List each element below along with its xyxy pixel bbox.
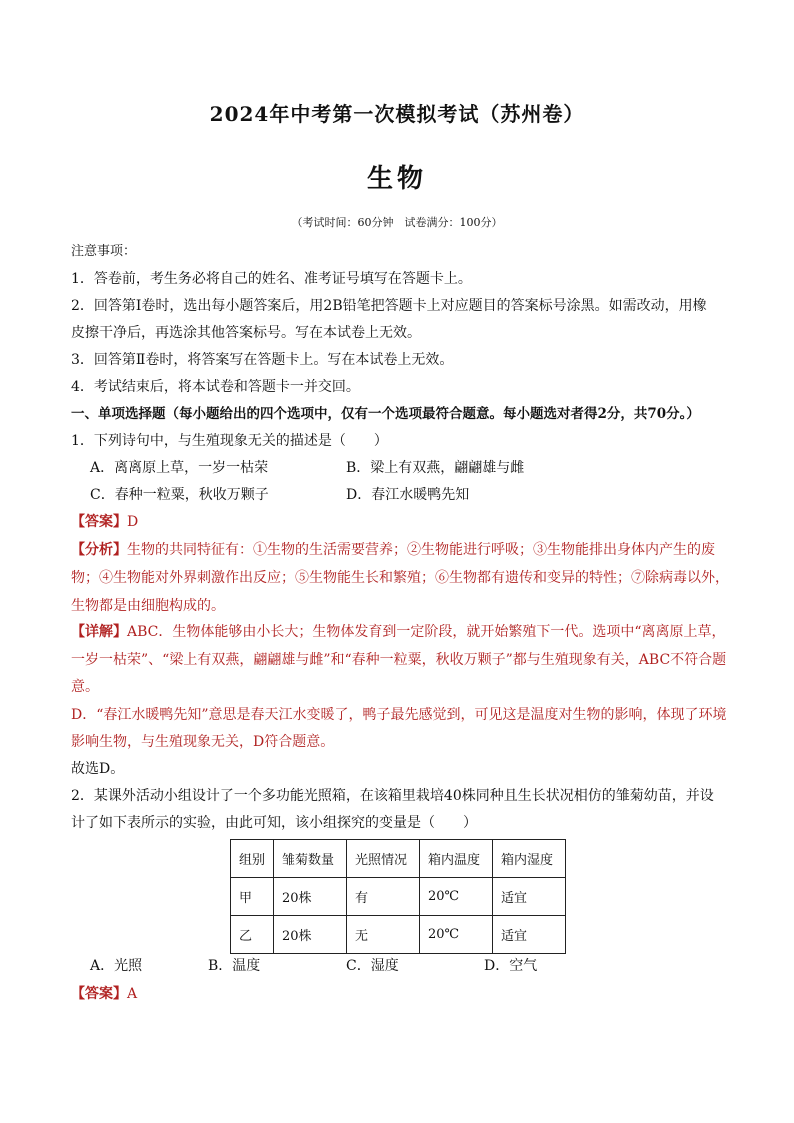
q1-answer-value: D	[127, 514, 139, 530]
q1-detail-line-2: 一岁一枯荣”、“梁上有双燕，翩翩雄与雌”和“春种一粒粟，秋收万颗子”都与生殖现象有关，ABC不符合题	[71, 652, 727, 668]
subject-title: 生物	[366, 164, 427, 194]
q1-detail-tag: 【详解】	[71, 624, 127, 640]
table-cell: 有	[347, 878, 420, 916]
note-item-3: 3．回答第Ⅱ卷时，将答案写在答题卡上。写在本试卷上无效。	[71, 352, 454, 368]
note-item-2-cont: 皮擦干净后，再选涂其他答案标号。写在本试卷上无效。	[71, 325, 421, 341]
q1-answer	[71, 512, 734, 532]
q2-option-d: D．空气	[484, 958, 538, 974]
q1-detail-line-3: 意。	[71, 679, 99, 695]
table-header-cell: 光照情况	[347, 840, 420, 878]
q1-detail-line-1	[71, 622, 734, 642]
q2-answer-value: A	[127, 986, 138, 1002]
note-item-1: 1．答卷前，考生务必将自己的姓名、准考证号填写在答题卡上。	[71, 271, 472, 287]
q1-analysis-line-3: 生物都是由细胞构成的。	[71, 598, 225, 614]
q1-stem: 1．下列诗句中，与生殖现象无关的描述是（ ）	[71, 433, 388, 449]
table-header-row	[231, 840, 566, 878]
q2-stem-line-2: 计了如下表所示的实验，由此可知，该小组探究的变量是（ ）	[71, 815, 477, 831]
exam-info: （考试时间：60分钟 试卷满分：100分）	[291, 216, 503, 229]
table-header-cell: 雏菊数量	[274, 840, 347, 878]
q1-detail-text-1: ABC．生物体能够由小长大；生物体发育到一定阶段，就开始繁殖下一代。选项中“离离原上草，	[127, 624, 726, 640]
section-heading: 一、单项选择题（每小题给出的四个选项中，仅有一个选项最符合题意。每小题选对者得2分，共70分。）	[71, 406, 700, 422]
note-item-4: 4．考试结束后，将本试卷和答题卡一并交回。	[71, 379, 360, 395]
q1-detail-line-4: D．“春江水暖鸭先知”意思是春天江水变暖了，鸭子最先感觉到，可见这是温度对生物的影响，体现了环境	[71, 707, 727, 723]
q2-option-b: B．温度	[208, 958, 261, 974]
q1-option-b: B．梁上有双燕，翩翩雄与雌	[346, 460, 525, 476]
table-cell: 适宜	[493, 878, 566, 916]
q1-detail-line-5: 影响生物，与生殖现象无关，D符合题意。	[71, 734, 335, 750]
q2-answer	[71, 984, 734, 1004]
notes-heading: 注意事项：	[71, 244, 137, 259]
table-cell: 20株	[274, 916, 347, 954]
q2-table	[230, 839, 566, 954]
table-cell: 无	[347, 916, 420, 954]
table-cell: 20株	[274, 878, 347, 916]
q2-stem-line-1: 2．某课外活动小组设计了一个多功能光照箱，在该箱里栽培40株同种且生长状况相仿的雏菊幼苗，并设	[71, 788, 714, 804]
q1-analysis-text-1: 生物的共同特征有：①生物的生活需要营养；②生物能进行呼吸；③生物能排出身体内产生的废	[127, 542, 715, 558]
table-header-cell: 组别	[231, 840, 274, 878]
q1-answer-tag: 【答案】	[71, 514, 127, 530]
note-item-2: 2．回答第Ⅰ卷时，选出每小题答案后，用2B铅笔把答题卡上对应题目的答案标号涂黑。如需改动，用橡	[71, 298, 707, 314]
q1-option-a: A．离离原上草，一岁一枯荣	[90, 460, 269, 476]
q2-option-c: C．湿度	[346, 958, 399, 974]
q2-answer-tag: 【答案】	[71, 986, 127, 1002]
q2-option-a: A．光照	[90, 958, 143, 974]
table-header-cell: 箱内湿度	[493, 840, 566, 878]
table-cell: 20℃	[420, 916, 493, 954]
page-title: 2024年中考第一次模拟考试（苏州卷）	[209, 102, 585, 126]
table-row	[231, 916, 566, 954]
q1-analysis-tag: 【分析】	[71, 542, 127, 558]
table-cell: 甲	[231, 878, 274, 916]
table-cell: 适宜	[493, 916, 566, 954]
table-header-cell: 箱内温度	[420, 840, 493, 878]
table-cell: 乙	[231, 916, 274, 954]
q1-analysis-line-1	[71, 540, 734, 560]
table-row	[231, 878, 566, 916]
table-cell: 20℃	[420, 878, 493, 916]
q1-analysis-line-2: 物；④生物能对外界刺激作出反应；⑤生物能生长和繁殖；⑥生物都有遗传和变异的特性；⑦除病毒以外，	[71, 570, 729, 586]
q1-option-c: C．春种一粒粟，秋收万颗子	[90, 487, 269, 503]
q1-option-d: D．春江水暖鸭先知	[346, 487, 470, 503]
q1-conclusion: 故选D。	[71, 761, 125, 777]
